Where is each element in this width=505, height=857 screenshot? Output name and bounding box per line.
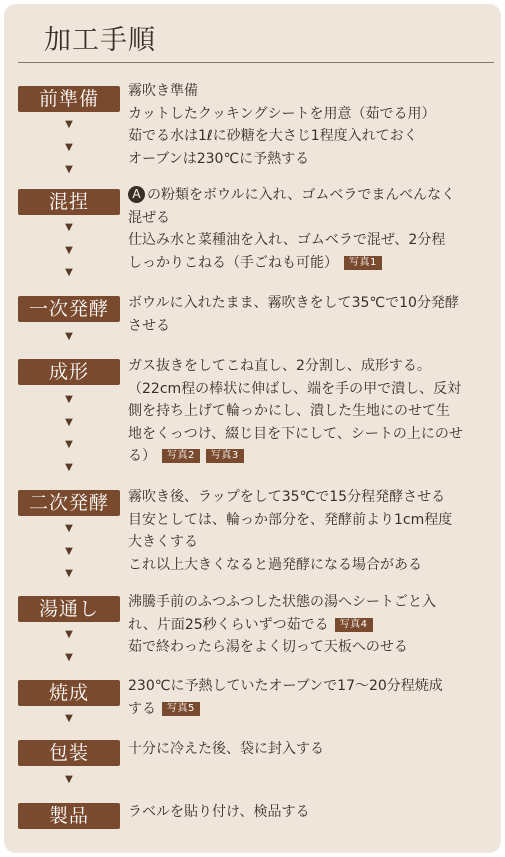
step-desc-kneading: [128, 184, 498, 274]
step-label-kneading: 混捏: [18, 189, 120, 215]
arrow-down-icon: ▼: [65, 568, 73, 579]
step-line: 茹でる水は1ℓに砂糖を大さじ1程度入れておく: [128, 128, 418, 144]
step-label-prep: 前準備: [18, 86, 120, 112]
step-line: 沸騰手前のふつふつした状態の湯へシートごと入: [128, 594, 436, 610]
step-line: ガス抜きをしてこね直し、2分割し、成形する。: [128, 358, 431, 374]
step-line-text: れ、片面25秒くらいずつ茹でる: [128, 616, 329, 633]
step-line-text: の粉類をボウルに入れ、ゴムベラでまんべんなく: [147, 187, 456, 203]
arrow-down-icon: ▼: [65, 461, 73, 473]
arrow-down-icon: ▼: [65, 439, 73, 450]
step-arrows-second-fermentation: [59, 518, 79, 586]
title-divider: [18, 62, 494, 63]
step-line: 大きくする: [128, 534, 198, 550]
step-arrows-shaping: [59, 389, 79, 479]
step-line: 混ぜる: [128, 209, 170, 226]
arrow-down-icon: ▼: [65, 119, 73, 130]
step-line: [128, 184, 498, 207]
step-line: （22cm程の棒状に伸ばし、端を手の甲で潰し、反対: [128, 380, 462, 397]
arrow-down-icon: ▼: [65, 394, 73, 405]
step-line: 地をくっつけ、綴じ目を下にして、シートの上にのせ: [128, 425, 463, 442]
arrow-down-icon: ▼: [65, 141, 73, 153]
step-line: 仕込み水と菜種油を入れ、ゴムベラで混ぜ、2分程: [128, 232, 446, 248]
step-line-text: する: [128, 700, 156, 717]
procedure-card: [4, 4, 501, 853]
step-line: 230℃に予熱していたオーブンで17～20分程焼成: [128, 678, 443, 694]
step-line: [128, 252, 498, 275]
step-line: させる: [128, 317, 170, 334]
step-line: 茹で終わったら湯をよく切って天板へのせる: [128, 639, 408, 655]
step-arrows-prep: [59, 114, 79, 182]
step-arrows-boiling: [59, 624, 79, 669]
step-line: 霧吹き後、ラップをして35℃で15分程発酵させる: [128, 489, 446, 505]
photo-ref-badge: 写真5: [162, 702, 200, 716]
step-desc-boiling: [128, 591, 498, 659]
step-line: [128, 614, 498, 637]
page-title: 加工手順: [44, 25, 156, 56]
step-line: [128, 445, 498, 468]
arrow-down-icon: ▼: [65, 774, 73, 785]
step-desc-packaging: [128, 738, 498, 761]
step-desc-baking: [128, 675, 498, 720]
step-line: オーブンは230℃に予熱する: [128, 150, 310, 167]
step-desc-shaping: [128, 355, 498, 468]
arrow-down-icon: ▼: [65, 523, 73, 534]
step-line: ボウルに入れたまま、霧吹きをして35℃で10分発酵: [128, 295, 459, 311]
step-label-first-fermentation: 一次発酵: [18, 296, 120, 322]
step-label-product: 製品: [18, 803, 120, 829]
step-desc-product: [128, 801, 498, 824]
step-desc-first-fermentation: [128, 292, 498, 337]
step-line: [128, 698, 498, 721]
arrow-down-icon: ▼: [65, 416, 73, 428]
photo-ref-badge: 写真1: [344, 256, 382, 270]
step-line: 側を持ち上げて輪っかにし、潰した生地にのせて生: [128, 403, 450, 419]
arrow-down-icon: ▼: [65, 651, 73, 663]
step-line-text: しっかりこねる（手ごねも可能）: [128, 254, 338, 271]
step-label-baking: 焼成: [18, 680, 120, 706]
step-label-second-fermentation: 二次発酵: [18, 490, 120, 516]
arrow-down-icon: ▼: [65, 222, 73, 233]
photo-ref-badge: 写真4: [335, 618, 373, 632]
step-desc-second-fermentation: [128, 486, 498, 576]
step-line: カットしたクッキングシートを用意（茹でる用）: [128, 105, 436, 122]
step-line: ラベルを貼り付け、検品する: [128, 804, 310, 820]
step-arrows-first-fermentation: [59, 326, 79, 349]
step-line-text: る）: [128, 448, 156, 464]
step-arrows-packaging: [59, 769, 79, 792]
step-label-shaping: 成形: [18, 359, 120, 385]
arrow-down-icon: ▼: [65, 244, 73, 256]
step-line: 十分に冷えた後、袋に封入する: [128, 741, 324, 757]
step-arrows-kneading: [59, 217, 79, 285]
ingredient-group-marker: A: [128, 186, 145, 203]
step-line: 霧吹き準備: [128, 83, 198, 99]
step-label-packaging: 包装: [18, 740, 120, 766]
arrow-down-icon: ▼: [65, 267, 73, 278]
step-desc-prep: [128, 80, 498, 170]
step-arrows-baking: [59, 708, 79, 731]
arrow-down-icon: ▼: [65, 545, 73, 557]
step-label-boiling: 湯通し: [18, 596, 120, 622]
arrow-down-icon: ▼: [65, 629, 73, 640]
step-line: 目安としては、輪っか部分を、発酵前より1cm程度: [128, 511, 453, 528]
step-line: これ以上大きくなると過発酵になる場合がある: [128, 556, 422, 573]
arrow-down-icon: ▼: [65, 164, 73, 175]
photo-ref-badge: 写真2: [162, 449, 200, 463]
arrow-down-icon: ▼: [65, 713, 73, 724]
photo-ref-badge: 写真3: [206, 449, 244, 463]
arrow-down-icon: ▼: [65, 331, 73, 342]
